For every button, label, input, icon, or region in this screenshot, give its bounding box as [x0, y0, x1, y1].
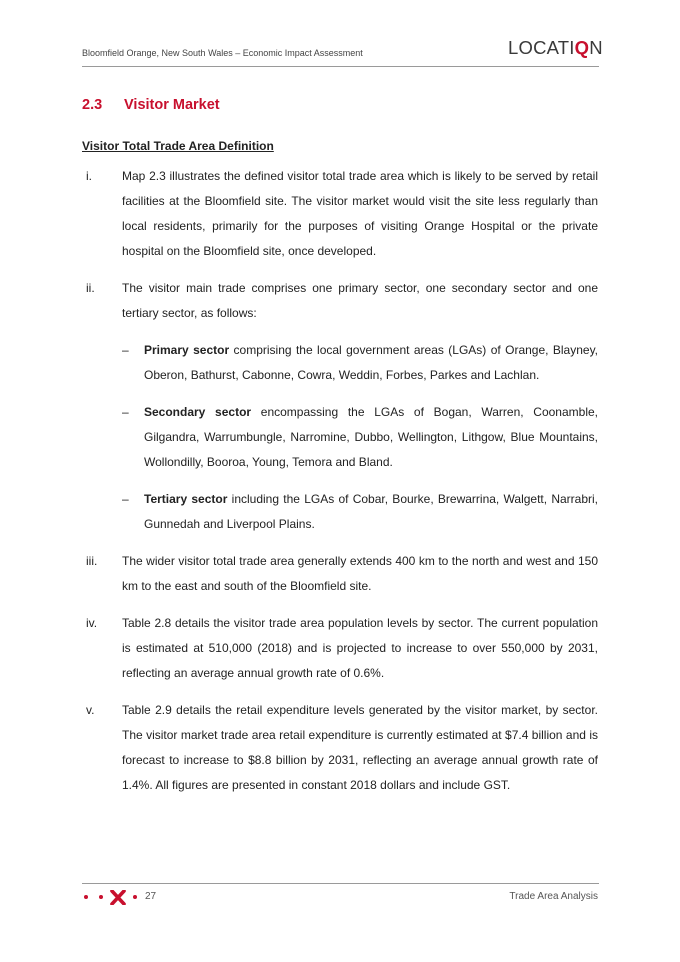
body-list — [82, 164, 598, 810]
list-marker: ii. — [86, 281, 95, 295]
list-item — [82, 611, 598, 686]
footer-dots-x-icon — [82, 889, 152, 905]
sector-text: comprising the local government areas (LGAs) of Orange, Blayney, Oberon, Bathurst, Cabonne, Cowra, Weddin, Forbes, Parkes and Lachlan. — [144, 343, 599, 382]
sector-label: Primary sector — [144, 343, 230, 357]
footer-section-label: Trade Area Analysis — [509, 891, 598, 902]
logo-prefix: LOCATI — [508, 37, 575, 58]
dot-icon — [133, 895, 137, 899]
list-item-text: Table 2.8 details the visitor trade area population levels by sector. The current population is estimated at 510,000 (2018) and is projected to increase to over 550,000 by 2031, reflecting an average annual growth rate of 0.6%. — [122, 616, 598, 680]
logo-suffix: N — [589, 37, 603, 58]
sublist-dash: – — [122, 405, 129, 419]
section-heading — [82, 97, 220, 113]
list-marker: i. — [86, 169, 92, 183]
list-marker: iv. — [86, 616, 98, 630]
list-marker: v. — [86, 703, 95, 717]
list-item — [82, 698, 598, 798]
location-iq-logo — [508, 37, 603, 59]
list-item — [82, 549, 598, 599]
x-mark-icon — [110, 890, 126, 905]
dot-icon — [84, 895, 88, 899]
sector-label: Tertiary sector — [144, 492, 228, 506]
page-number: 27 — [145, 891, 157, 902]
sublist-item-secondary — [122, 400, 598, 475]
list-item-text: Table 2.9 details the retail expenditure levels generated by the visitor market, by sector. The visitor market trade area retail expenditure is currently estimated at $7.4 billion and is forecast to increase to $8.8 billion by 2031, reflecting an average annual growth rate of 1.4%. All figures are presented in constant 2018 dollars and include GST. — [122, 703, 598, 792]
sector-text: encompassing the LGAs of Bogan, Warren, Coonamble, Gilgandra, Warrumbungle, Narromine, Dubbo, Wellington, Lithgow, Blue Mountains, Wollondilly, Booroa, Young, Temora and Bland. — [144, 405, 598, 469]
sector-label: Secondary sector — [144, 405, 252, 419]
sector-text: including the LGAs of Cobar, Bourke, Brewarrina, Walgett, Narrabri, Gunnedah and Liverpool Plains. — [144, 492, 599, 531]
sublist-item-tertiary — [122, 487, 598, 537]
section-title: Visitor Market — [124, 97, 220, 113]
header-divider — [82, 66, 599, 67]
list-item — [82, 276, 598, 537]
list-item-text: The wider visitor total trade area generally extends 400 km to the north and west and 150 km to the east and south of the Bloomfield site. — [122, 554, 598, 593]
sublist-item-primary — [122, 338, 598, 388]
header-title: Bloomfield Orange, New South Wales – Economic Impact Assessment — [82, 48, 363, 58]
list-marker: iii. — [86, 554, 98, 568]
list-item — [82, 164, 598, 264]
section-number: 2.3 — [82, 97, 103, 113]
footer-divider — [82, 883, 599, 884]
list-item-text: The visitor main trade comprises one primary sector, one secondary sector and one tertiary sector, as follows: — [122, 281, 598, 320]
sublist-dash: – — [122, 492, 129, 506]
dot-icon — [99, 895, 103, 899]
sublist-dash: – — [122, 343, 129, 357]
sector-sublist — [122, 338, 598, 537]
list-item-text: Map 2.3 illustrates the defined visitor total trade area which is likely to be served by retail facilities at the Bloomfield site. The visitor market would visit the site less regularly than local residents, primarily for the purposes of visiting Orange Hospital or the private hospital on the Bloomfield site, once developed. — [122, 169, 598, 258]
subheading: Visitor Total Trade Area Definition — [82, 139, 274, 153]
logo-accent: Q — [574, 37, 590, 58]
